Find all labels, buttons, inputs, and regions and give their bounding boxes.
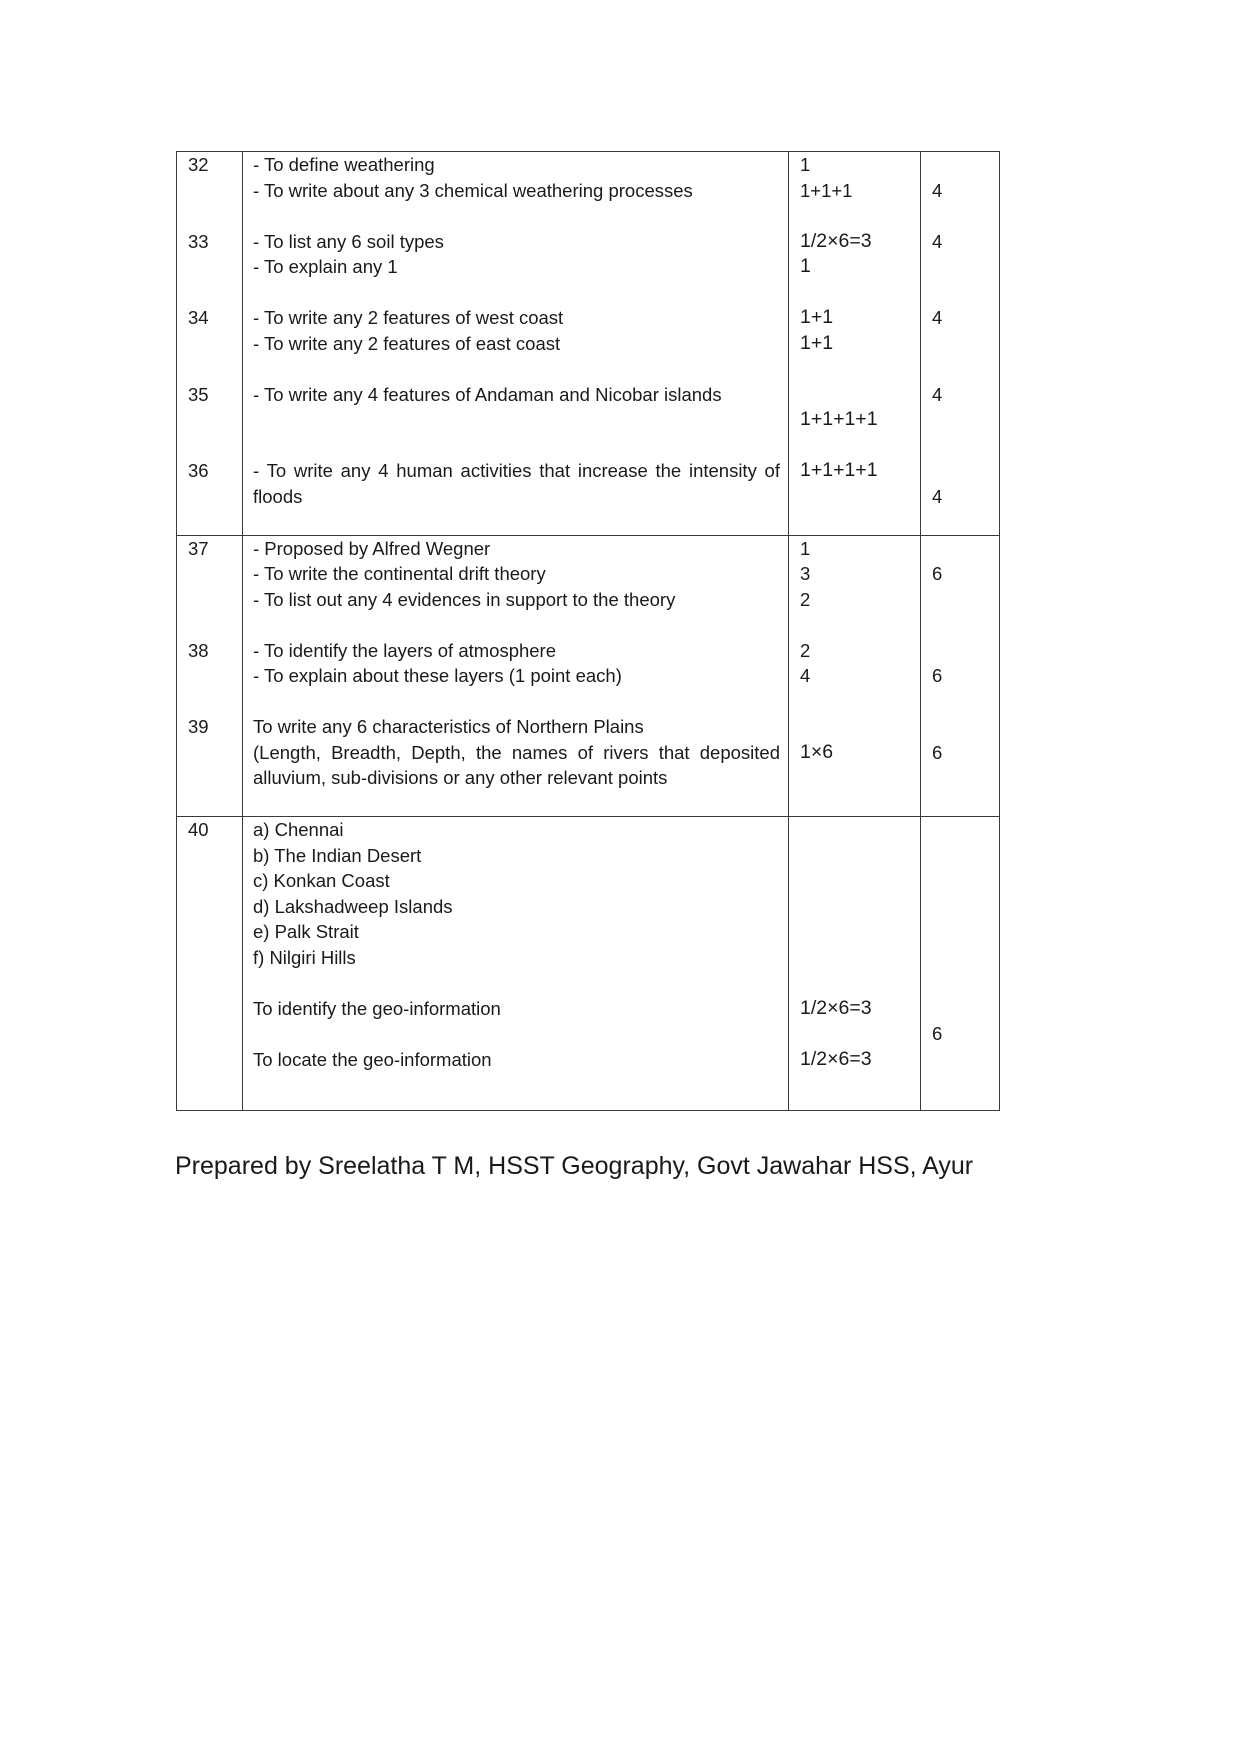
- mark-split: 1+1+1: [800, 179, 853, 201]
- question-number: 38: [188, 639, 209, 661]
- value-point: To write any 6 characteristics of Northern Plains: [253, 716, 644, 737]
- question-number: 39: [188, 716, 209, 737]
- marking-scheme: [176, 151, 999, 1111]
- table-row-group-1: [177, 152, 1000, 536]
- value-point: - To explain any 1: [253, 256, 398, 277]
- total-marks: 6: [932, 741, 943, 763]
- value-point: - To write about any 3 chemical weathering processes: [253, 179, 693, 201]
- mark-split: 1+1+1+1: [800, 408, 878, 430]
- value-point: To identify the geo-information: [253, 997, 501, 1019]
- value-point: b) The Indian Desert: [253, 844, 422, 866]
- question-number: 34: [188, 307, 209, 328]
- answer-key-table: [176, 151, 1000, 1111]
- mark-split: 1/2×6=3: [800, 1047, 872, 1070]
- value-point: a) Chennai: [253, 819, 344, 840]
- total-marks: 6: [932, 665, 943, 686]
- value-points-cell: [243, 535, 789, 817]
- total-marks: 4: [932, 179, 943, 201]
- mark-split: 1/2×6=3: [800, 996, 872, 1019]
- value-point: - To explain about these layers (1 point each): [253, 665, 622, 686]
- total-marks: 4: [932, 230, 943, 252]
- value-point: To locate the geo-information: [253, 1048, 492, 1070]
- value-point: - To write any 2 features of east coast: [253, 332, 561, 354]
- mark-split: 2: [800, 639, 811, 661]
- mark-split: 2: [800, 588, 811, 610]
- mark-split-cell: [789, 152, 921, 536]
- question-number: 32: [188, 154, 209, 175]
- total-marks: 6: [932, 1023, 943, 1044]
- value-point: d) Lakshadweep Islands: [253, 895, 453, 917]
- value-points-cell: [243, 817, 789, 1111]
- mark-split: 4: [800, 665, 811, 686]
- mark-split: 3: [800, 563, 811, 584]
- mark-split: 1+1: [800, 331, 834, 354]
- total-marks-cell: [921, 535, 1000, 817]
- value-point: - To list any 6 soil types: [253, 230, 444, 252]
- value-point: - To identify the layers of atmosphere: [253, 639, 557, 661]
- total-marks: 4: [932, 307, 943, 328]
- total-marks: 4: [932, 485, 943, 507]
- total-marks-cell: [921, 152, 1000, 536]
- value-point: e) Palk Strait: [253, 921, 359, 942]
- value-point: - Proposed by Alfred Wegner: [253, 537, 491, 559]
- value-point: - To write the continental drift theory: [253, 563, 546, 584]
- question-number: 33: [188, 230, 209, 252]
- mark-split: 1/2×6=3: [800, 229, 872, 252]
- table-row-group-2: [177, 535, 1000, 817]
- question-number-cell: [177, 152, 243, 536]
- total-marks: 6: [932, 563, 943, 584]
- mark-split-cell: [789, 817, 921, 1111]
- value-point: - To define weathering: [253, 154, 435, 175]
- value-point: - To write any 4 features of Andaman and Nicobar islands: [253, 383, 722, 405]
- question-number-cell: [177, 817, 243, 1111]
- prepared-by-footer: Prepared by Sreelatha T M, HSST Geography, Govt Jawahar HSS, Ayur: [175, 1152, 974, 1180]
- total-marks: 4: [932, 383, 943, 405]
- question-number: 37: [188, 537, 209, 559]
- question-number: 40: [188, 819, 209, 840]
- question-number: 35: [188, 383, 209, 405]
- mark-split: 1: [800, 255, 811, 277]
- value-point: c) Konkan Coast: [253, 870, 390, 891]
- value-point: - To write any 2 features of west coast: [253, 307, 564, 328]
- question-number-cell: [177, 535, 243, 817]
- value-point: f) Nilgiri Hills: [253, 946, 356, 968]
- mark-split: 1: [800, 154, 811, 175]
- value-point: (Length, Breadth, Depth, the names of rivers that deposited alluvium, sub-divisions or any other relevant points: [253, 741, 780, 788]
- table-row-group-3: [177, 817, 1000, 1111]
- value-points-cell: [243, 152, 789, 536]
- total-marks-cell: [921, 817, 1000, 1111]
- question-number: 36: [188, 460, 209, 481]
- mark-split: 1: [800, 537, 811, 559]
- mark-split-cell: [789, 535, 921, 817]
- value-point: - To write any 4 human activities that increase the intensity of floods: [253, 460, 780, 507]
- value-point: - To list out any 4 evidences in support to the theory: [253, 588, 676, 610]
- mark-split: 1+1+1+1: [800, 459, 878, 481]
- mark-split: 1+1: [800, 306, 834, 328]
- mark-split: 1×6: [800, 740, 834, 763]
